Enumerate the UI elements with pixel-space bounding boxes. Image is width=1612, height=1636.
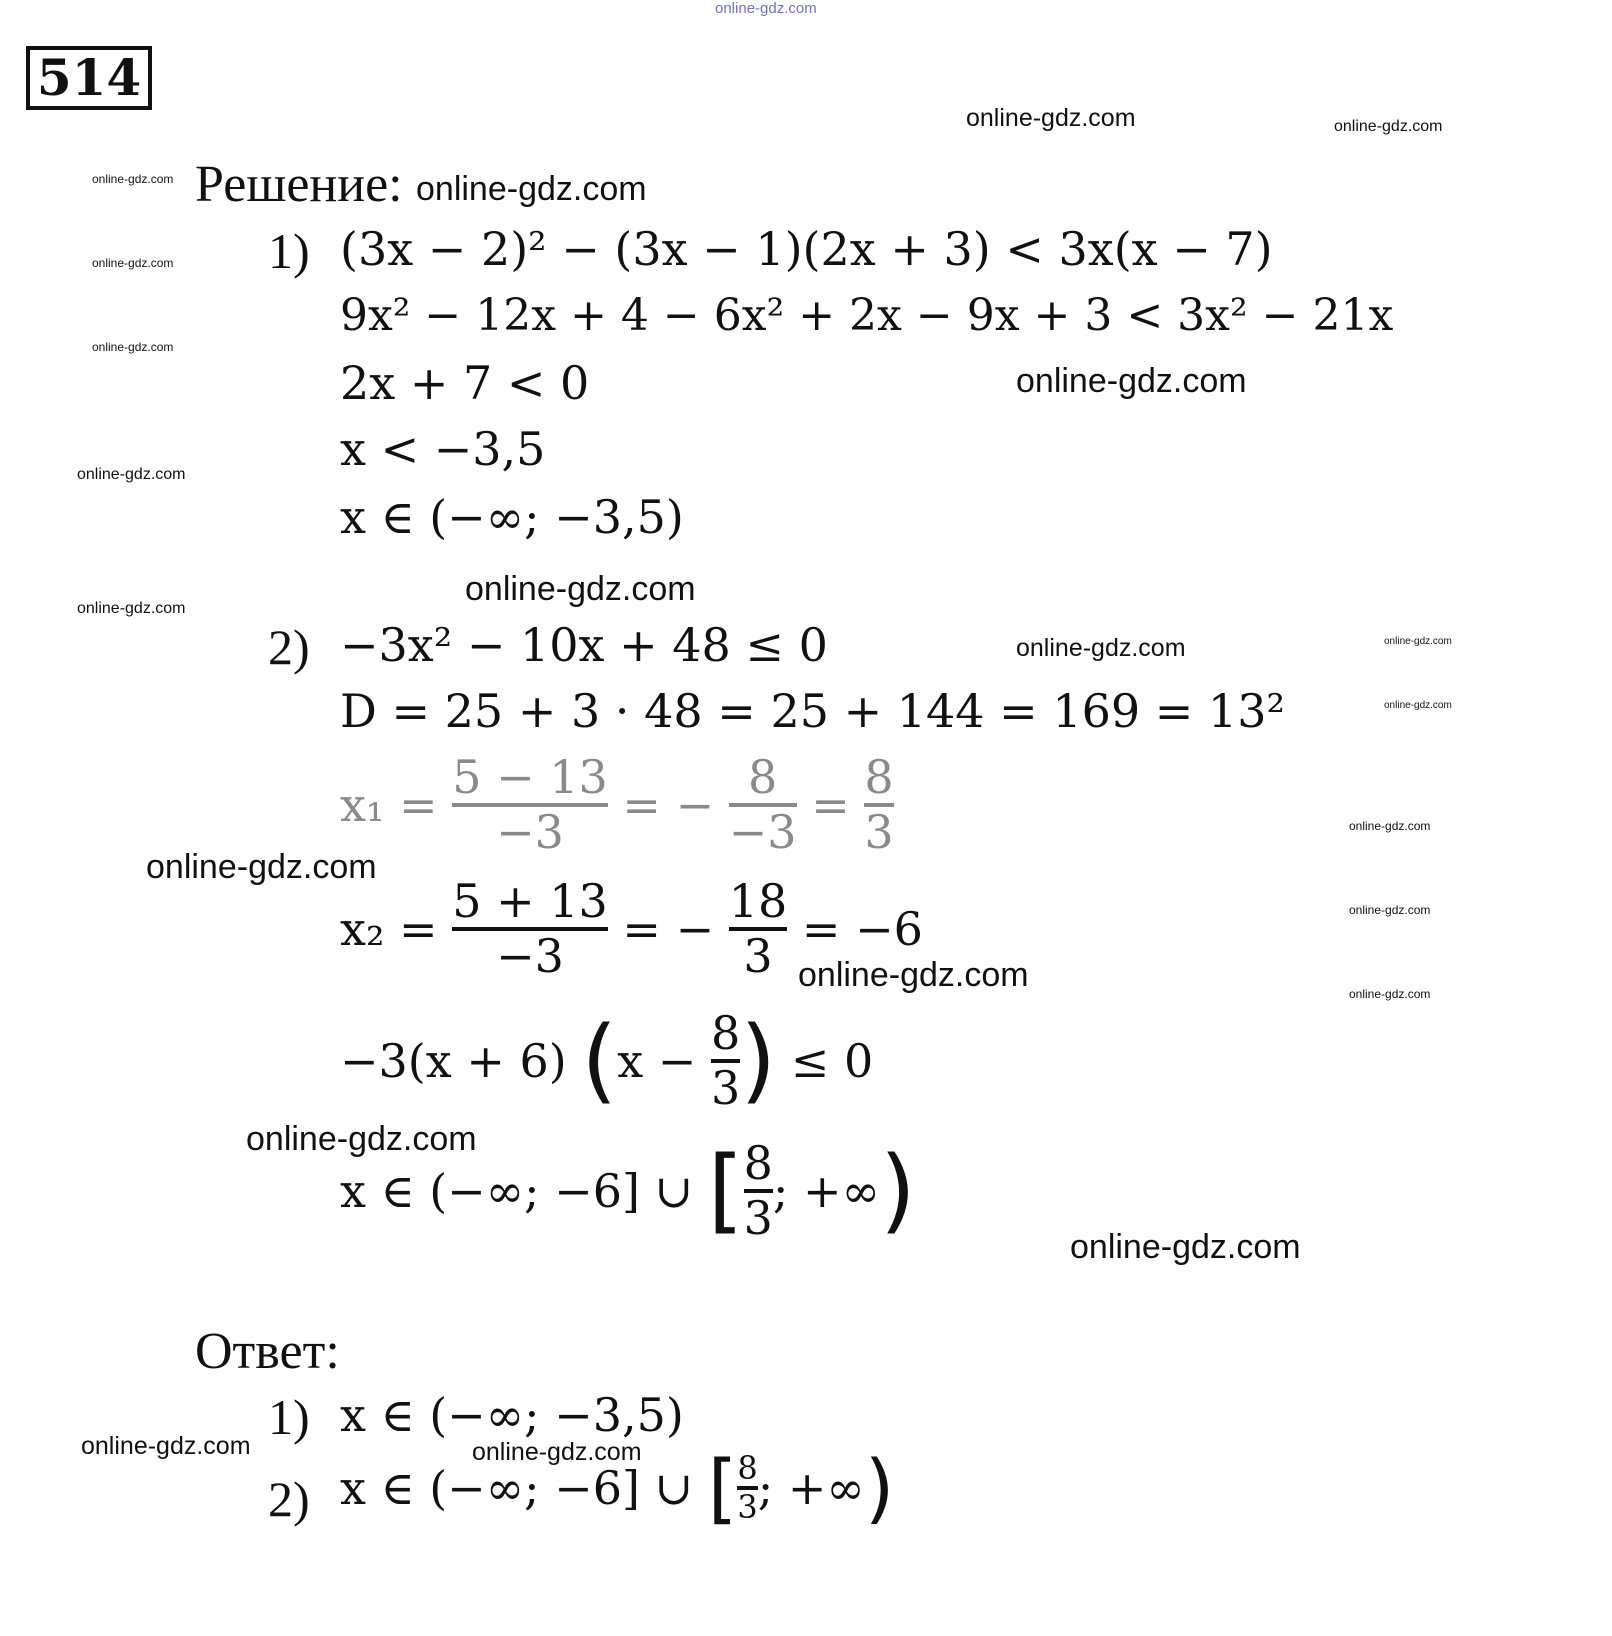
watermark: online-gdz.com — [77, 600, 186, 617]
solution-heading: Решение: — [195, 156, 403, 213]
answer-heading: Ответ: — [195, 1323, 340, 1380]
watermark: online-gdz.com — [1349, 819, 1431, 833]
solution-interval: x ∈ (−∞; −6] ∪ [ $\frac{8}{3}$ ; +∞) — [340, 1136, 916, 1245]
watermark: online-gdz.com — [1384, 700, 1452, 711]
part2-label: 2) — [268, 619, 310, 675]
watermark: online-gdz.com — [146, 848, 377, 886]
watermark: online-gdz.com — [1016, 634, 1186, 662]
answer2: x ∈ (−∞; −6] ∪ [ $\frac{8}{3}$ ; +∞) — [340, 1443, 895, 1532]
part1-line-4: x < −3,5 — [340, 422, 546, 476]
x2-lhs: x₂ = — [340, 901, 438, 956]
watermark: online-gdz.com — [92, 172, 174, 186]
interval-fraction: $\frac{8}{3}$ — [743, 1136, 773, 1245]
watermark: online-gdz.com — [81, 1432, 251, 1460]
answer1-label: 1) — [268, 1389, 310, 1445]
watermark: online-gdz.com — [416, 170, 647, 208]
root-x2: x₂ = $\frac{5 + 13}{-3}$ = − $\frac{18}{3}$ = −6 — [340, 874, 923, 983]
watermark: online-gdz.com — [92, 340, 174, 354]
watermark: online-gdz.com — [1070, 1228, 1301, 1266]
watermark: online-gdz.com — [1016, 362, 1247, 400]
watermark: online-gdz.com — [1349, 903, 1431, 917]
x1-fraction-2: $\frac{8}{-3}$ — [728, 750, 797, 859]
watermark: online-gdz.com — [465, 570, 696, 608]
answer2-fraction: $\frac{8}{3}$ — [737, 1448, 758, 1526]
watermark: online-gdz.com — [1349, 987, 1431, 1001]
x2-fraction-1: $\frac{5 + 13}{-3}$ — [452, 874, 608, 983]
watermark: online-gdz.com — [798, 956, 1029, 994]
factored-fraction: $\frac{8}{3}$ — [710, 1006, 741, 1115]
watermark: online-gdz.com — [472, 1438, 642, 1466]
watermark: online-gdz.com — [92, 256, 174, 270]
x2-fraction-2: $\frac{18}{3}$ — [728, 874, 788, 983]
watermark: online-gdz.com — [246, 1120, 477, 1158]
part1-label: 1) — [268, 223, 310, 279]
x1-lhs: x₁ = — [340, 777, 438, 832]
root-x1: x₁ = $\frac{5 - 13}{-3}$ = − $\frac{8}{-3}$ = $\frac{8}{3}$ — [340, 750, 894, 859]
part1-line-1: (3x − 2)² − (3x − 1)(2x + 3) < 3x(x − 7) — [340, 222, 1273, 276]
discriminant: D = 25 + 3 · 48 = 25 + 144 = 169 = 13² — [340, 684, 1285, 738]
part1-line-2: 9x² − 12x + 4 − 6x² + 2x − 9x + 3 < 3x² − 21x — [340, 290, 1394, 341]
problem-number: 514 — [26, 46, 152, 110]
watermark: online-gdz.com — [966, 104, 1136, 132]
answer2-label: 2) — [268, 1471, 310, 1527]
watermark-top: online-gdz.com — [715, 0, 817, 17]
watermark: online-gdz.com — [77, 466, 186, 483]
x1-fraction-1: $\frac{5 - 13}{-3}$ — [452, 750, 608, 859]
watermark: online-gdz.com — [1384, 636, 1452, 647]
factored-inequality: −3(x + 6) (x − $\frac{8}{3}$ ) ≤ 0 — [340, 1006, 874, 1115]
answer1: x ∈ (−∞; −3,5) — [340, 1388, 684, 1442]
part1-line-5: x ∈ (−∞; −3,5) — [340, 490, 684, 544]
part1-line-3: 2x + 7 < 0 — [340, 356, 590, 410]
watermark: online-gdz.com — [1334, 118, 1443, 135]
x1-fraction-3: $\frac{8}{3}$ — [864, 750, 894, 859]
part2-inequality: −3x² − 10x + 48 ≤ 0 — [340, 618, 828, 672]
